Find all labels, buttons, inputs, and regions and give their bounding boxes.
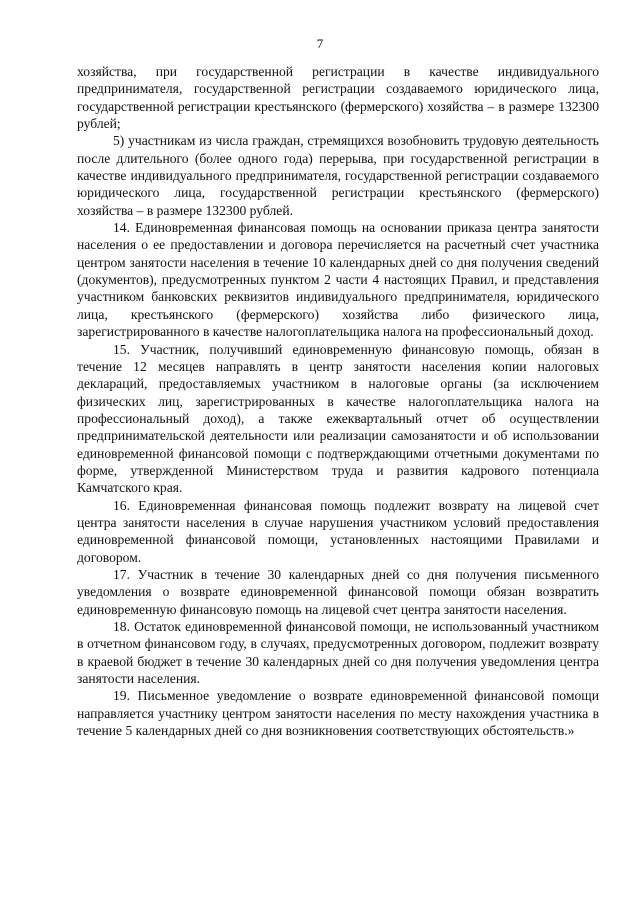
paragraph-continuation: хозяйства, при государственной регистрации в качестве индивидуального предпринимателя, государственной регистрации создаваемого юридического лица, государственной регистрации крестьянского (фермерского) хозяйства – в размере 132300 рублей; [77,64,599,132]
paragraph-section-14: 14. Единовременная финансовая помощь на основании приказа центра занятости населения о ее предоставлении и договора перечисляется на расчетный счет участника центром занятости населения в течение 10 календарных дней со дня получения сведений (документов), предусмотренных пунктом 2 части 4 настоящих Правил, и представления участником банковских реквизитов индивидуального предпринимателя, юридического лица, крестьянского (фермерского) хозяйства либо физического лица, зарегистрированного в качестве налогоплательщика налога на профессиональный доход. [77,220,599,340]
paragraph-section-19: 19. Письменное уведомление о возврате единовременной финансовой помощи направляется участнику центром занятости населения по месту нахождения участника в течение 5 календарных дней со дня возникновения соответствующих обстоятельств.» [77,688,599,739]
paragraph-item-5: 5) участникам из числа граждан, стремящихся возобновить трудовую деятельность после длительного (более одного года) перерыва, при государственной регистрации в качестве индивидуального предпринимателя, государственной регистрации создаваемого юридического лица, государственной регистрации крестьянского (фермерского) хозяйства – в размере 132300 рублей. [77,133,599,218]
document-body [77,63,599,739]
page-number: 7 [316,36,324,51]
paragraph-section-15: 15. Участник, получивший единовременную финансовую помощь, обязан в течение 12 месяцев направлять в центр занятости населения копии налоговых деклараций, предоставляемых участником в налоговые органы (за исключением физических лиц, зарегистрированных в качестве налогоплательщика налога на профессиональный доход), а также ежеквартальный отчет об осуществлении предпринимательской деятельности или реализации самозанятости и об использовании единовременной финансовой помощи с подтверждающими отчетными документами по форме, утвержденной Министерством труда и развития кадрового потенциала Камчатского края. [77,341,599,496]
paragraph-section-16: 16. Единовременная финансовая помощь подлежит возврату на лицевой счет центра занятости населения в случае нарушения участником условий предоставления единовременной финансовой помощи, установленных настоящими Правилами и договором. [77,497,599,565]
paragraph-section-18: 18. Остаток единовременной финансовой помощи, не использованный участником в отчетном финансовом году, в случаях, предусмотренных договором, подлежит возврату в краевой бюджет в течение 30 календарных дней со дня получения уведомления центра занятости населения. [77,619,599,687]
paragraph-section-17: 17. Участник в течение 30 календарных дней со дня получения письменного уведомления о возврате единовременной финансовой помощи обязан возвратить единовременную финансовую помощь на лицевой счет центра занятости населения. [77,566,599,617]
